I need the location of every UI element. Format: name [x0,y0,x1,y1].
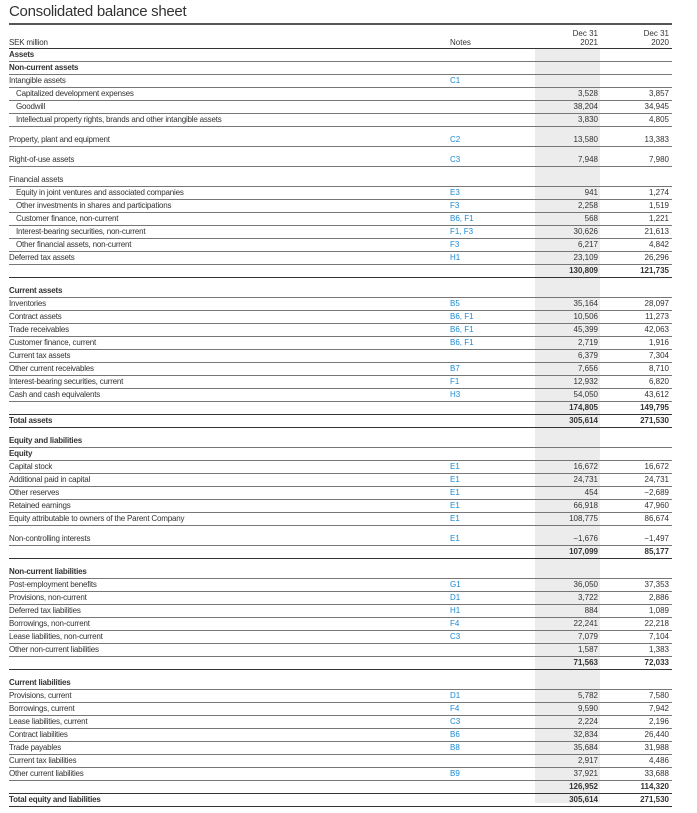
row-label: Total equity and liabilities [9,795,101,804]
table-row [9,513,672,526]
value-2020: 24,731 [644,475,669,484]
section-heading-row [9,448,672,461]
row-label: Financial assets [9,175,64,184]
row-label: Current tax liabilities [9,756,77,765]
value-2020: 4,842 [648,240,669,249]
note-reference[interactable]: F4 [450,704,460,713]
subtotal-row [9,657,672,670]
table-row [9,200,672,213]
row-label: Deferred tax liabilities [9,606,81,615]
value-2021: 7,948 [577,155,598,164]
table-row [9,474,672,487]
value-2020: 6,820 [648,377,669,386]
row-label: Other investments in shares and participations [16,201,172,210]
value-2021: 884 [584,606,598,615]
table-row [9,213,672,226]
section-heading-row [9,49,672,62]
value-2021: 23,109 [573,253,598,262]
note-reference[interactable]: B5 [450,299,460,308]
table-row [9,101,672,114]
section-heading-row [9,677,672,690]
row-label: Current tax assets [9,351,71,360]
table-row [9,579,672,592]
table-row [9,134,672,147]
table-row [9,252,672,265]
value-2021: 30,626 [573,227,598,236]
table-row [9,729,672,742]
value-2021: 36,050 [573,580,598,589]
note-reference[interactable]: E1 [450,501,460,510]
note-reference[interactable]: C3 [450,632,461,641]
table-row [9,768,672,781]
subtotal-row [9,781,672,794]
value-2021: 35,164 [573,299,598,308]
row-label: Trade receivables [9,325,69,334]
row-label: Capital stock [9,462,53,471]
note-reference[interactable]: C1 [450,76,461,85]
value-2020: 1,089 [648,606,669,615]
row-label: Provisions, non-current [9,593,87,602]
note-reference[interactable]: E1 [450,462,460,471]
unit-label: SEK million [9,38,48,47]
value-2020: 271,530 [640,795,669,804]
note-reference[interactable]: F4 [450,619,460,628]
value-2021: 3,528 [577,89,598,98]
note-reference[interactable]: E1 [450,514,460,523]
value-2020: 42,063 [644,325,669,334]
value-2020: 47,960 [644,501,669,510]
table-row [9,88,672,101]
value-2020: 85,177 [644,547,669,556]
table-row [9,226,672,239]
value-2020: 1,916 [648,338,669,347]
value-2021: 38,204 [573,102,598,111]
value-2020: 22,218 [644,619,669,628]
column-2020-date: Dec 31 [643,29,669,38]
note-reference[interactable]: B9 [450,769,460,778]
value-2020: 21,613 [644,227,669,236]
row-label: Other reserves [9,488,60,497]
row-label: Intangible assets [9,76,66,85]
row-label: Borrowings, current [9,704,75,713]
row-label: Customer finance, non-current [16,214,119,223]
row-label: Equity and liabilities [9,436,82,445]
section-heading-row [9,566,672,579]
note-reference[interactable]: B6, F1 [450,325,474,334]
row-label: Customer finance, current [9,338,97,347]
column-2020-header [598,29,669,47]
value-2020: 7,304 [648,351,669,360]
section-heading-row [9,62,672,75]
value-2021: 126,952 [569,782,598,791]
table-row [9,154,672,167]
table-row [9,533,672,546]
row-label: Other financial assets, non-current [16,240,132,249]
value-2021: 54,050 [573,390,598,399]
row-label: Lease liabilities, non-current [9,632,103,641]
value-2020: 31,988 [644,743,669,752]
row-label: Other current liabilities [9,769,84,778]
value-2021: 454 [584,488,598,497]
value-2020: 1,274 [648,188,669,197]
table-row [9,605,672,618]
section-heading-row [9,285,672,298]
note-reference[interactable]: D1 [450,593,461,602]
table-row [9,592,672,605]
row-label: Equity [9,449,33,458]
value-2021: 66,918 [573,501,598,510]
note-reference[interactable]: D1 [450,691,461,700]
value-2021: 130,809 [569,266,598,275]
value-2021: 6,217 [577,240,598,249]
value-2021: 305,614 [569,416,598,425]
value-2021: 71,563 [573,658,598,667]
value-2020: 2,196 [648,717,669,726]
table-row [9,337,672,350]
value-2020: 43,612 [644,390,669,399]
row-label: Lease liabilities, current [9,717,88,726]
table-row [9,298,672,311]
value-2020: 1,383 [648,645,669,654]
total-row [9,415,672,428]
value-2020: 86,674 [644,514,669,523]
value-2020: 114,320 [640,782,669,791]
value-2021: 24,731 [573,475,598,484]
value-2020: 7,980 [648,155,669,164]
subtotal-row [9,402,672,415]
table-body [9,49,672,807]
table-row [9,376,672,389]
row-label: Interest-bearing securities, non-current [16,227,146,236]
value-2021: 35,684 [573,743,598,752]
row-label: Current assets [9,286,63,295]
value-2020: 271,530 [640,416,669,425]
table-row [9,703,672,716]
value-2020: 1,519 [648,201,669,210]
row-label: Trade payables [9,743,62,752]
row-label: Deferred tax assets [9,253,75,262]
row-label: Contract liabilities [9,730,68,739]
table-row [9,363,672,376]
row-label: Inventories [9,299,46,308]
row-label: Current liabilities [9,678,71,687]
table-row [9,389,672,402]
value-2020: 26,440 [644,730,669,739]
value-2021: 32,834 [573,730,598,739]
value-2021: 941 [584,188,598,197]
row-label: Non-current assets [9,63,79,72]
row-label: Other current receivables [9,364,94,373]
row-label: Other non-current liabilities [9,645,99,654]
value-2021: 2,719 [577,338,598,347]
value-2021: 174,805 [569,403,598,412]
value-2020: 26,296 [644,253,669,262]
table-header [9,25,672,49]
value-2021: 3,830 [577,115,598,124]
table-row [9,75,672,88]
row-label: Equity in joint ventures and associated companies [16,188,184,197]
value-2020: 149,795 [640,403,669,412]
row-label: Total assets [9,416,53,425]
row-label: Right-of-use assets [9,155,75,164]
table-row [9,461,672,474]
value-2020: 28,097 [644,299,669,308]
value-2020: 7,580 [648,691,669,700]
note-reference[interactable]: F1 [450,377,460,386]
note-reference[interactable]: H3 [450,390,461,399]
value-2020: 7,942 [648,704,669,713]
row-label: Equity attributable to owners of the Parent Company [9,514,185,523]
page-title: Consolidated balance sheet [9,3,187,20]
table-row [9,324,672,337]
value-2021: 2,258 [577,201,598,210]
row-label: Non-current liabilities [9,567,87,576]
value-2021: 3,722 [577,593,598,602]
note-reference[interactable]: F3 [450,240,460,249]
table-row [9,742,672,755]
value-2020: 4,486 [648,756,669,765]
section-heading-row [9,435,672,448]
note-reference[interactable]: E1 [450,488,460,497]
column-2020-year: 2020 [651,38,669,47]
value-2021: 12,932 [573,377,598,386]
value-2021: −1,676 [573,534,598,543]
value-2021: 13,580 [573,135,598,144]
value-2020: −1,497 [644,534,669,543]
row-label: Capitalized development expenses [16,89,134,98]
note-reference[interactable]: H1 [450,606,461,615]
subtotal-row [9,546,672,559]
value-2020: 16,672 [644,462,669,471]
column-2021-header [530,29,598,47]
value-2021: 7,079 [577,632,598,641]
row-label: Retained earnings [9,501,71,510]
note-reference[interactable]: B6, F1 [450,214,474,223]
value-2021: 16,672 [573,462,598,471]
value-2020: 37,353 [644,580,669,589]
note-reference[interactable]: B8 [450,743,460,752]
total-row [9,794,672,807]
note-reference[interactable]: C3 [450,717,461,726]
row-label: Assets [9,50,35,59]
row-label: Non-controlling interests [9,534,91,543]
row-label: Borrowings, non-current [9,619,90,628]
value-2020: 121,735 [640,266,669,275]
table-row [9,716,672,729]
value-2021: 37,921 [573,769,598,778]
table-row [9,350,672,363]
value-2021: 6,379 [577,351,598,360]
note-reference[interactable]: B6 [450,730,460,739]
note-reference[interactable]: B6, F1 [450,338,474,347]
row-label: Provisions, current [9,691,72,700]
table-row [9,311,672,324]
value-2020: 8,710 [648,364,669,373]
table-row [9,487,672,500]
value-2021: 9,590 [577,704,598,713]
value-2020: 33,688 [644,769,669,778]
value-2021: 22,241 [573,619,598,628]
row-label: Post-employment benefits [9,580,97,589]
row-label: Property, plant and equipment [9,135,110,144]
value-2020: 34,945 [644,102,669,111]
value-2021: 1,587 [577,645,598,654]
table-row [9,644,672,657]
value-2020: 4,805 [648,115,669,124]
note-reference[interactable]: E1 [450,534,460,543]
subtotal-row [9,265,672,278]
note-reference[interactable]: B6, F1 [450,312,474,321]
table-row [9,755,672,768]
value-2021: 10,506 [573,312,598,321]
value-2021: 5,782 [577,691,598,700]
table-row [9,690,672,703]
value-2020: 13,383 [644,135,669,144]
value-2021: 2,224 [577,717,598,726]
note-reference[interactable]: F1, F3 [450,227,474,236]
table-row [9,174,672,187]
note-reference[interactable]: C3 [450,155,461,164]
row-label: Interest-bearing securities, current [9,377,124,386]
table-row [9,631,672,644]
value-2020: 72,033 [644,658,669,667]
note-reference[interactable]: B7 [450,364,460,373]
table-row [9,187,672,200]
note-reference[interactable]: E1 [450,475,460,484]
value-2020: 3,857 [648,89,669,98]
note-reference[interactable]: C2 [450,135,461,144]
table-row [9,500,672,513]
column-2021-date: Dec 31 [572,29,598,38]
table-row [9,239,672,252]
value-2021: 107,099 [569,547,598,556]
balance-sheet-table [9,23,672,807]
row-label: Cash and cash equivalents [9,390,101,399]
value-2020: 11,273 [645,312,669,321]
value-2021: 7,656 [577,364,598,373]
row-label: Additional paid in capital [9,475,91,484]
value-2021: 45,399 [573,325,598,334]
row-label: Goodwill [16,102,46,111]
table-row [9,618,672,631]
row-label: Intellectual property rights, brands and other intangible assets [16,115,222,124]
value-2020: −2,689 [644,488,669,497]
value-2021: 108,775 [569,514,598,523]
note-reference[interactable]: G1 [450,580,461,589]
value-2020: 2,886 [648,593,669,602]
value-2021: 2,917 [577,756,598,765]
value-2021: 568 [584,214,598,223]
note-reference[interactable]: E3 [450,188,460,197]
notes-header: Notes [450,38,471,47]
note-reference[interactable]: H1 [450,253,461,262]
column-2021-year: 2021 [580,38,598,47]
value-2020: 1,221 [648,214,669,223]
table-row [9,114,672,127]
row-label: Contract assets [9,312,62,321]
value-2021: 305,614 [569,795,598,804]
note-reference[interactable]: F3 [450,201,460,210]
value-2020: 7,104 [648,632,669,641]
